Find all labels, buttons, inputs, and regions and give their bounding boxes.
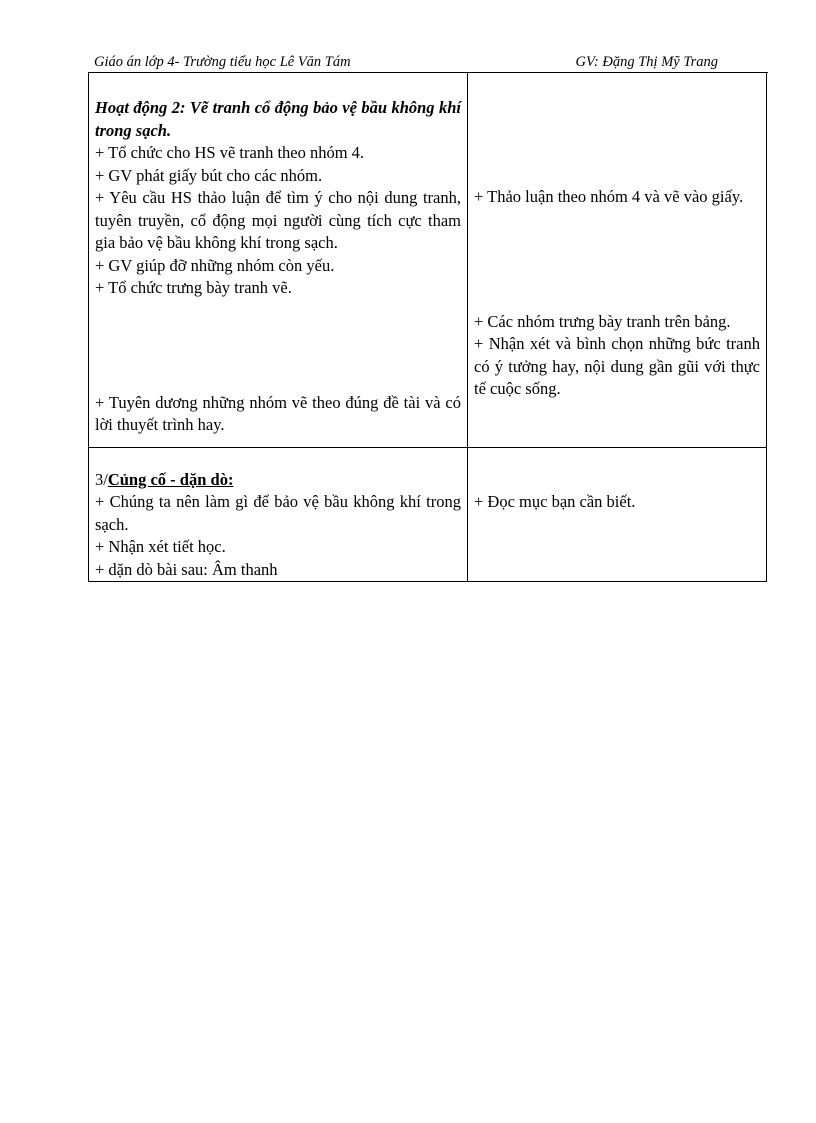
- header-teacher: GV: Đặng Thị Mỹ Trang: [575, 54, 718, 70]
- header-school: Giáo án lớp 4- Trường tiểu học Lê Văn Tám: [94, 54, 351, 70]
- section-number: 3/: [95, 469, 108, 489]
- list-item: + GV phát giấy bút cho các nhóm.: [95, 165, 323, 185]
- list-item: + Thảo luận theo nhóm 4 và vẽ vào giấy.: [474, 187, 744, 206]
- list-item: + Nhận xét tiết học.: [95, 537, 226, 556]
- teacher-activities-cell: [89, 447, 468, 582]
- list-item: + dặn dò bài sau: Âm thanh: [95, 559, 278, 579]
- list-item: + Các nhóm trưng bày tranh trên bảng.: [474, 311, 731, 331]
- list-item: + Chúng ta nên làm gì để bảo vệ bầu không khí trong sạch.: [95, 492, 461, 534]
- list-item: + Nhận xét và bình chọn những bức tranh có ý tưởng hay, nội dung gần gũi với thực tế cuộc sống.: [474, 334, 760, 398]
- student-activities-cell: [468, 73, 767, 448]
- teacher-activities-cell: [89, 73, 468, 448]
- student-activities-cell: [468, 447, 767, 582]
- list-item: + Tổ chức cho HS vẽ tranh theo nhóm 4.: [95, 143, 365, 162]
- section-title: Củng cố - dặn dò:: [107, 469, 234, 489]
- lesson-table: [88, 72, 767, 582]
- page-header: [88, 54, 768, 73]
- table-row: [89, 73, 767, 448]
- list-item: + Yêu cầu HS thảo luận để tìm ý cho nội dung tranh, tuyên truyền, cổ động mọi người cùng tích cực tham gia bảo vệ bầu không khí trong sạch.: [95, 188, 461, 252]
- list-item: + Tuyên dương những nhóm vẽ theo đúng đề tài và có lời thuyết trình hay.: [95, 392, 461, 434]
- section-heading: [95, 469, 461, 492]
- list-item: + Đọc mục bạn cần biết.: [474, 491, 636, 511]
- table-row: [89, 447, 767, 582]
- activity-title: Hoạt động 2: Vẽ tranh cổ động bảo vệ bầu không khí trong sạch.: [95, 98, 461, 140]
- list-item: + GV giúp đỡ những nhóm còn yếu.: [95, 255, 335, 275]
- list-item: + Tổ chức trưng bày tranh vẽ.: [95, 278, 292, 297]
